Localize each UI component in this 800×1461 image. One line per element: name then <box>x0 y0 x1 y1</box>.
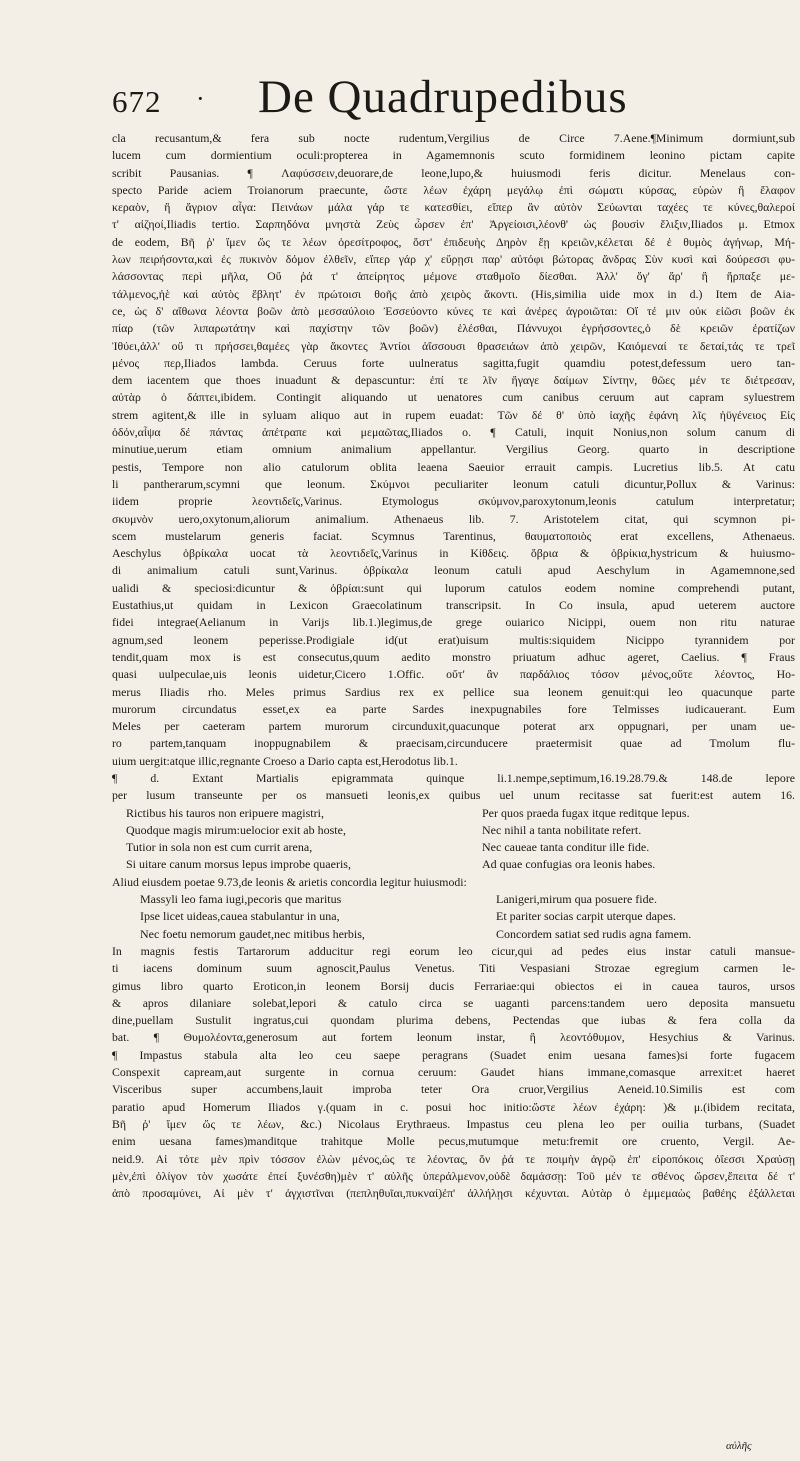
verse-left: Nec foetu nemorum gaudet,nec mitibus herbis, <box>140 926 365 941</box>
verse-right: Nec nihil a tanta nobilitate refert. <box>482 822 642 837</box>
text-line: μὲν,ἐπὶ ὀλίγον τὸν χωσάτε ἐπεί ξυνέσθη)μὲν τ' αὐλῆς ὑπεράλμενον,οὐδὲ δαμάσσῃ: Τοῦ μέν τε σθένος ὤρσεν,ἔπειτα δέ τ' <box>112 1168 795 1183</box>
text-line: scem mustelarum generis faciat. Scymnus Tarentinus, θαυματοποιὸς erat excellens, Athenaeus. <box>112 528 795 543</box>
text-line: Eustathius,ut quidam in Lexicon Graecolatinum transcripsit. In Co insula, apud ueterem auctore <box>112 598 795 613</box>
text-line: bat. ¶ Θυμολέοντα,generosum aut fortem leonum instar, ἢ λεοντόθυμον, Hesychius & Varinus. <box>112 1030 795 1045</box>
text-line: murorum circundatus esset,ex ea parte Sardes inexpugnabiles fore Telmisses iudicauerant. Eum <box>112 701 795 716</box>
text-line: di animalium catuli sunt,Varinus. ὀβρίκαλα leonum catuli apud Aeschylum in Agamemnone,sed <box>112 563 795 578</box>
header-separator: · <box>196 84 205 113</box>
text-line: iidem proprie λεοντιδεῖς,Varinus. Etymologus σκύμνον,paroxytonum,leonis catulum interpretatur; <box>112 494 795 509</box>
text-line: Βῆ ῥ' ἴμεν ὥς τε λέων, &c.) Nicolaus Erythraeus. Impastus ceu plena leo per ouilia turbans, (Suadet <box>112 1116 795 1131</box>
text-line: neid.9. Αἰ τότε μὲν πρὶν τόσσον ἐλὼν μένος,ὡς τε λέοντας, ὅν ῥά τε ποιμὴν ἀγρῷ ἐπ' εἰροπόκοις ὀΐεσσι Χραύσῃ <box>112 1151 795 1166</box>
verse-left: Ipse licet uideas,cauea stabulantur in una, <box>140 909 340 924</box>
text-line: Aliud eiusdem poetae 9.73,de leonis & arietis concordia legitur huiusmodi: <box>112 874 467 889</box>
text-line: ti iacens dominum suum agnoscit,Paulus Venetus. Titi Vespasiani Strozae egregium carmen le- <box>112 961 795 976</box>
text-line: quasi uulpeculae,uis leonis uidetur,Cicero 1.Offic. οὔτ' ἂν παρδάλιος τόσον μένος,οὔτε λέοντος, Ho- <box>112 667 795 682</box>
text-line: ro partem,tanquam inoppugnabilem & praecisam,circunducere praetermisit quae ad Tmolum flu- <box>112 736 795 751</box>
text-line: minutiue,uerum etiam omnium animalium appellantur. Vergilius Georg. quarto in descriptione <box>112 442 795 457</box>
text-line: specto Paride aciem Troianorum praecunte, ὥστε λέων ἐχάρη μεγάλῳ ἐπὶ σώματι κύρσας, εὑρὼν ἢ ἔλαφον <box>112 182 795 197</box>
text-line: merus Iliadis rho. Meles primus Sardius rex ex pellice sua leonem genuit:qui leo quacunque parte <box>112 684 795 699</box>
verse-right: Ad quae confugias ora leonis habes. <box>482 857 656 872</box>
text-line: κεραὸν, ἢ ἄγριον αἶγα: Πεινάων μάλα γάρ τε κατεσθίει, εἴπερ ἂν αὐτὸν Σεύωνται ταχέες τε κύνες,θαλεροί <box>112 200 795 215</box>
text-line: dine,puellam Sustulit ingratus,cui quondam plurima debens, Pectendas que iubas & fera colla da <box>112 1013 795 1028</box>
verse-left: Quodque magis mirum:uelocior exit ab hoste, <box>126 822 346 837</box>
verse-right: Concordem satiat sed rudis agna famem. <box>496 926 692 941</box>
text-line: λων πειρήσοντα,καὶ ἐς πυκινὸν δόμον ἐλθεῖν, εἴπερ γάρ χ' εὕρῃσι παρ' αὐτόφι βώτορας ἄνδρας Σὺν κυσὶ καὶ δούρεσσι φυ- <box>112 252 795 267</box>
text-line: Meles per caeteram partem murorum circunduxit,quacunque poterat arx oppugnari, per unam ue- <box>112 719 795 734</box>
text-line: lucem cum dormientium oculi:propterea in Agamemnonis scuto formidinem leonino pictam capite <box>112 148 795 163</box>
text-line: ¶ Impastus stabula alta leo ceu saepe peragrans (Suadet enim uesana fames)si forte fugacem <box>112 1047 795 1062</box>
text-line: pestis, Tempore non alio catulorum oblita leaena Saeuior errauit campis. Lucretius lib.5. At catu <box>112 459 795 474</box>
text-line: ce, ὡς δ' αἴθωνα λέοντα βοῶν ἀπὸ μεσσαύλοιο Ἐσσεύοντο κύνες τε καὶ ἀνέρες ἀγροιῶται: Οἵ τέ μιν οὐκ εἰῶσι βοῶν ἐκ <box>112 303 795 318</box>
text-line: μένος περ,Iliados lambda. Ceruus forte uulneratus sagitta,fugit quamdiu potest,defessum uero tan- <box>112 355 795 370</box>
text-line: tendit,quam mox is est consecutus,quum aedito monstro priuatum adhuc ageret, Caelius. ¶ Fraus <box>112 649 795 664</box>
running-title: De Quadrupedibus <box>258 71 628 123</box>
verse-row <box>112 908 795 925</box>
verse-right: Per quos praeda fugax itque reditque lepus. <box>482 805 690 820</box>
text-line: & apros dilaniare solebat,lepori & catulo circa se uaganti parcens:tandem uero deposita mansuetu <box>112 995 795 1010</box>
text-line: τ' αἰζηοί,Iliadis tertio. Σαρπηδόνα μνηστὰ Ζεὺς ὦρσεν ἐπ' Ἀργείοισι,λέονθ' ὡς βουσὶν ἕλιξιν,Iliados μ. Etmox <box>112 217 795 232</box>
text-body <box>112 130 795 1202</box>
text-line: li pantherarum,scymni que leonum. Σκύμνοι peculiariter leonum catuli dicuntur,Pollux & Varinus: <box>112 476 795 491</box>
verse-left: Massyli leo fama iugi,pecoris que maritus <box>140 892 342 907</box>
verse-row <box>112 891 795 908</box>
text-line: cla recusantum,& fera sub nocte rudentum,Vergilius de Circe 7.Aene.¶Minimum dormiunt,sub <box>112 131 795 145</box>
catchword: αὐλῆς <box>726 1440 752 1452</box>
text-line: per lusum transeunte per os mansueti leonis,ex quibus uel unum recitasse sat fuerit:est autem 16. <box>112 788 795 803</box>
text-line: Visceribus super accumbens,lauit improba teter Ora cruor,Vergilius Aeneid.10.Similis est com <box>112 1082 795 1097</box>
verse-row <box>112 805 795 822</box>
text-line: enim uesana fames)manditque trahitque Molle pecus,mutumque metu:fremit ore cruento, Vergil. Ae- <box>112 1134 795 1149</box>
verse-row <box>112 822 795 839</box>
text-line: dem iacentem que thoes inuadunt & depascuntur: ἐπί τε λῖν ἤγαγε δαίμων Σίντην, θῶες μέν τε διέτρεσαν, <box>112 373 795 388</box>
text-line: ἀπὸ προσαμύνει, Αἱ μὲν τ' ἀγχιστῖναι (πεπληθυῖαι,πυκναί)ἐπ' ἀλλήλῃσι κέχυνται. Αὐτὰρ ὁ ἐμμεμαὼς βαθέης ἐξάλλεται <box>112 1186 795 1201</box>
text-line: σκυμνὸν uero,oxytonum,aliorum animalium. Athenaeus lib. 7. Aristotelem citat, qui scymnon pi- <box>112 511 795 526</box>
page-number: 672 <box>112 84 162 119</box>
verse-right: Lanigeri,mirum qua posuere fide. <box>496 892 657 907</box>
verse-row <box>112 926 795 943</box>
text-line: λάσσοντας περὶ μῆλα, Οὔ ῥά τ' ἀπείρητος μέμονε σταθμοῖο δίεσθαι. Ἀλλ' ὅγ' ἄρ' ἢ ἥρπαξε με- <box>112 269 795 284</box>
text-line: αὐτὰρ ὁ δάπτει,ibidem. Contingit aliquando ut uenatores cum canibus ceruum aut capram syluestrem <box>112 390 795 405</box>
verse-row <box>112 856 795 873</box>
verse-right: Nec caueae tanta conditur ille fide. <box>482 840 650 855</box>
verse-left: Rictibus his tauros non eripuere magistri, <box>126 805 324 820</box>
text-line: agnum,sed leonem peperisse.Prodigiale id(ut erat)uisum multis:siquidem Nicippo tyrannidem por <box>112 632 795 647</box>
text-line: de eodem, Βῆ ῥ' ἴμεν ὥς τε λέων ὀρεσίτροφος, ὅστ' ἐπιδευὴς Δηρὸν ἔῃ κρειῶν,κέλεται δέ ἑ θυμὸς ἀγήνωρ, Μή- <box>112 234 795 249</box>
verse-left: Si uitare canum morsus lepus improbe quaeris, <box>126 857 351 872</box>
text-line: ὁδόν,αἶψα δέ πάντας ἀπέτραπε καὶ μεμαῶτας,Iliados ο. ¶ Catuli, inquit Nonius,non solum canum di <box>112 425 795 440</box>
text-line: scribit Pausanias. ¶ Λαφύσσειν,deuorare,de leone,lupo,& huiusmodi feris dicitur. Menelaus con- <box>112 165 795 180</box>
text-line: τάλμενος,ἠὲ καὶ αὐτὸς ἔβλητ' ἐν πρώτοισι θοῆς ἀπὸ χειρὸς ἄκοντι. (His,similia uide mox in d.) Item de Aia- <box>112 286 795 301</box>
text-line: In magnis festis Tartarorum adducitur regi eorum leo cicur,qui ad pedes eius instar catuli mansue- <box>112 943 795 958</box>
text-line: paratio apud Homerum Iliados γ.(quam in c. posui hoc initio:ὥστε λέων ἐχάρη: )& μ.(ibidem recitata, <box>112 1099 795 1114</box>
text-line: fidei integrae(Aelianum in Varijs lib.1.)legimus,de grege ouiarico Nicippi, ouem non ritu naturae <box>112 615 795 630</box>
text-line: Conspexit capream,aut surgente in cornua ceruum: Gaudet hians immane,comasque arrexit:et haeret <box>112 1065 795 1080</box>
verse-right: Et pariter socias carpit uterque dapes. <box>496 909 676 924</box>
text-line: ualidi & speciosi:dicuntur & ὀβρίαι:sunt qui luporum catulos eodem nomine comprehendi putant, <box>112 580 795 595</box>
text-line: gimus libro quarto Eroticon,in leonem Borsij ducis Ferrariae:qui obiectos ei in cauea tauros, ursos <box>112 978 795 993</box>
verse-left: Tutior in sola non est cum currit arena, <box>126 840 313 855</box>
verse-row <box>112 839 795 856</box>
text-line: ¶ d. Extant Martialis epigrammata quinque li.1.nempe,septimum,16.19.28.79.& 148.de lepore <box>112 770 795 785</box>
running-header <box>112 70 752 128</box>
text-line: Aeschylus ὀβρίκαλα uocat τὰ λεοντιδεῖς,Varinus in Κίθδεις. ὄβρια & ὀβρίκια,hystricum & huiusmo- <box>112 546 795 561</box>
text-line: strem agitent,& ille in syluam aliquo aut in rupem euadat: Τῶν δέ θ' ὑπὸ ἰαχῆς ἐφάνη λῖς ἠϋγένειος Εἰς <box>112 407 795 422</box>
text-line: πίαρ (τῶν λιπαρωτάτην καὶ παχίστην τῶν βοῶν) ἑλέσθαι, Πάννυχοι ἐγρήσσοντες,ὁ δὲ κρειῶν ἐρατίζων <box>112 321 795 336</box>
text-line: Ἰθύει,ἀλλ' οὔ τι πρήσσει,θαμέες γὰρ ἄκοντες Ἀντίοι ἀΐσσουσι θρασειάων ἀπὸ χειρῶν, Καιόμεναί τε δεταί,τάς τε τρεῖ <box>112 338 795 353</box>
text-line: uium uergit:atque illic,regnante Croeso a Dario capta est,Herodotus lib.1. <box>112 753 458 768</box>
